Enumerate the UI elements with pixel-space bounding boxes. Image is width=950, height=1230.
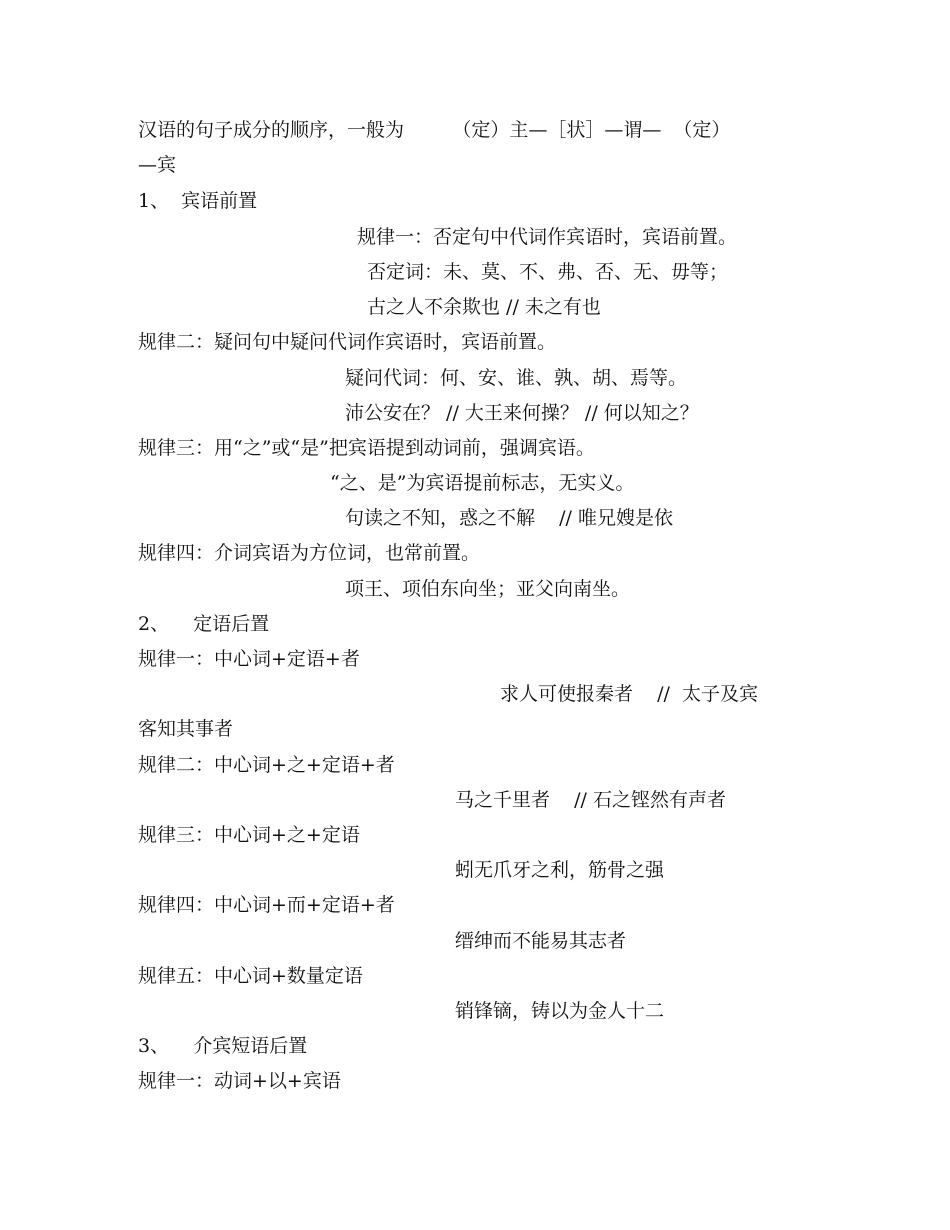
section-2-rule-4: 规律四：中心词+而+定语+者 bbox=[138, 894, 395, 916]
section-1-rule-2-note: 疑问代词：何、安、谁、孰、胡、焉等。 bbox=[345, 367, 688, 389]
section-2-rule-2-example: 马之千里者 // 石之铿然有声者 bbox=[455, 789, 727, 811]
section-1-rule-3-example: 句读之不知，惑之不解 // 唯兄嫂是依 bbox=[345, 507, 674, 529]
section-1-rule-1-note: 否定词：未、莫、不、弗、否、无、毋等； bbox=[367, 261, 729, 283]
section-2-rule-4-example: 缙绅而不能易其志者 bbox=[455, 930, 627, 952]
section-1-rule-3-note: “之、是”为宾语提前标志，无实义。 bbox=[330, 472, 635, 494]
intro-line-1: 汉语的句子成分的顺序，一般为 （定）主—［状］—谓— （定） bbox=[138, 119, 731, 141]
section-1-rule-2: 规律二：疑问句中疑问代词作宾语时，宾语前置。 bbox=[138, 331, 557, 353]
section-1-rule-1-example: 古之人不余欺也 // 未之有也 bbox=[367, 296, 601, 318]
section-1-heading: 1、 宾语前置 bbox=[138, 190, 258, 212]
section-2-rule-5: 规律五：中心词+数量定语 bbox=[138, 965, 363, 987]
section-1-rule-4: 规律四：介词宾语为方位词，也常前置。 bbox=[138, 542, 481, 564]
section-2-rule-3: 规律三：中心词+之+定语 bbox=[138, 824, 360, 846]
section-2-rule-3-example: 蚓无爪牙之利，筋骨之强 bbox=[455, 859, 665, 881]
section-2-rule-1: 规律一：中心词+定语+者 bbox=[138, 648, 360, 670]
section-2-heading: 2、 定语后置 bbox=[138, 613, 270, 635]
intro-line-2: —宾 bbox=[138, 154, 177, 176]
section-1-rule-2-example: 沛公安在？ // 大王来何操？ // 何以知之？ bbox=[345, 402, 699, 424]
section-3-heading: 3、 介宾短语后置 bbox=[138, 1035, 308, 1057]
section-3-rule-1: 规律一：动词+以+宾语 bbox=[138, 1070, 341, 1092]
section-1-rule-3: 规律三：用“之”或“是”把宾语提到动词前，强调宾语。 bbox=[138, 437, 595, 459]
section-2-rule-1-example: 求人可使报秦者 // 太子及宾 bbox=[500, 683, 759, 705]
section-2-rule-1-example-cont: 客知其事者 bbox=[138, 718, 234, 740]
section-1-rule-4-example: 项王、项伯东向坐；亚父向南坐。 bbox=[345, 578, 631, 600]
section-2-rule-2: 规律二：中心词+之+定语+者 bbox=[138, 754, 395, 776]
section-1-rule-1: 规律一：否定句中代词作宾语时，宾语前置。 bbox=[357, 226, 738, 248]
section-2-rule-5-example: 销锋镝，铸以为金人十二 bbox=[455, 1000, 665, 1022]
